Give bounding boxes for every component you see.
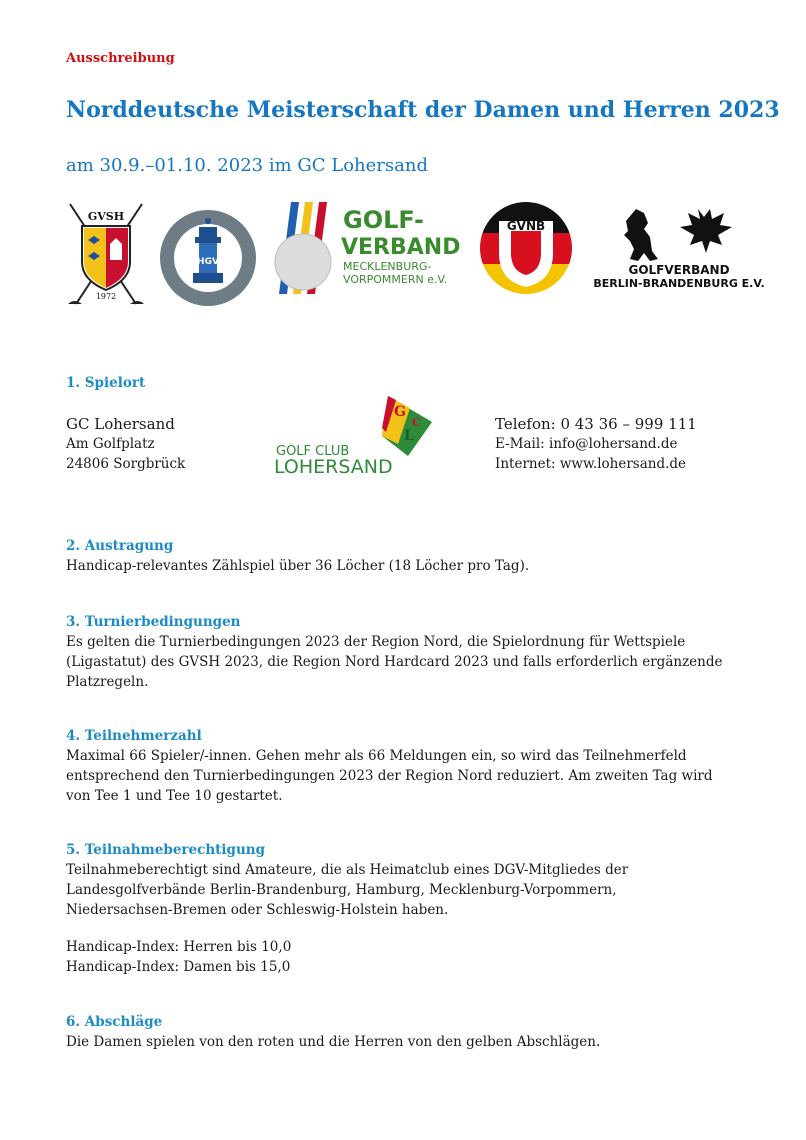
document-kicker: Ausschreibung (66, 51, 175, 66)
spacer (66, 920, 746, 937)
mv-golfverband-logo (273, 200, 473, 296)
section-line: entsprechend den Turnierbedingungen 2023 der Region Nord reduziert. Am zweiten Tag wird (66, 768, 713, 784)
section-line: Platzregeln. (66, 674, 149, 690)
section-line: von Tee 1 und Tee 10 gestartet. (66, 788, 283, 804)
lohersand-mono-l: L (404, 428, 414, 444)
club-web: Internet: www.lohersand.de (495, 456, 687, 472)
section-austragung (66, 537, 746, 576)
section-line: (Ligastatut) des GVSH 2023, die Region Nord Hardcard 2023 und falls erforderlich ergänzende (66, 654, 723, 670)
berlin-brandenburg-logo (586, 203, 772, 293)
lohersand-logo-line1: GOLF CLUB (276, 444, 350, 459)
section-heading: 5. Teilnahmeberechtigung (66, 842, 266, 858)
document-subtitle: am 30.9.–01.10. 2023 im GC Lohersand (66, 155, 428, 176)
golf-club-lohersand-logo (270, 392, 438, 478)
club-address (66, 414, 185, 474)
mv-logo-line3: MECKLENBURG- (343, 260, 432, 273)
bb-logo-line2: BERLIN-BRANDENBURG E.V. (593, 277, 765, 290)
section-heading: 1. Spielort (66, 375, 146, 391)
club-email: E-Mail: info@lohersand.de (495, 436, 678, 452)
mv-logo-line2: VERBAND (341, 235, 461, 260)
section-spielort (66, 374, 746, 393)
mv-logo-line4: VORPOMMERN e.V. (343, 273, 448, 286)
bb-logo-line1: GOLFVERBAND (628, 263, 730, 277)
section-heading: 2. Austragung (66, 538, 174, 554)
hcp-women: Handicap-Index: Damen bis 15,0 (66, 959, 291, 975)
hgv-logo-mono: HGV (197, 257, 219, 267)
section-heading: 6. Abschläge (66, 1014, 163, 1030)
section-teilnahmeberechtigung (66, 841, 746, 977)
hcp-men: Handicap-Index: Herren bis 10,0 (66, 939, 292, 955)
gvsh-logo-year: 1972 (95, 292, 117, 301)
lohersand-mono-g: G (394, 404, 406, 420)
gvnb-logo-text: GVNB (506, 219, 546, 233)
gvsh-logo (64, 200, 148, 308)
section-line: Landesgolfverbände Berlin-Brandenburg, Hamburg, Mecklenburg-Vorpommern, (66, 882, 617, 898)
section-abschlaege (66, 1013, 746, 1052)
section-line: Niedersachsen-Bremen oder Schleswig-Holstein haben. (66, 902, 449, 918)
club-street: Am Golfplatz (66, 436, 155, 452)
section-text: Handicap-relevantes Zählspiel über 36 Löcher (18 Löcher pro Tag). (66, 558, 530, 574)
section-line: Maximal 66 Spieler/-innen. Gehen mehr als 66 Meldungen ein, so wird das Teilnehmerfeld (66, 748, 687, 764)
document-title: Norddeutsche Meisterschaft der Damen und Herren 2023 (66, 97, 780, 123)
section-heading: 4. Teilnehmerzahl (66, 728, 202, 744)
club-city: 24806 Sorgbrück (66, 456, 186, 472)
lohersand-logo-line2: LOHERSAND (274, 456, 393, 478)
gvnb-logo (479, 201, 573, 295)
lohersand-mono-c: C (412, 416, 421, 429)
section-heading: 3. Turnierbedingungen (66, 614, 241, 630)
hgv-logo (159, 207, 257, 309)
club-name: GC Lohersand (66, 415, 175, 433)
gvsh-logo-text: GVSH (87, 210, 125, 223)
club-contact (495, 414, 697, 474)
section-text: Die Damen spielen von den roten und die Herren von den gelben Abschlägen. (66, 1034, 601, 1050)
mv-logo-line1: GOLF- (343, 206, 425, 234)
club-phone: Telefon: 0 43 36 – 999 111 (495, 415, 697, 433)
section-turnierbedingungen (66, 613, 746, 692)
section-line: Teilnahmeberechtigt sind Amateure, die als Heimatclub eines DGV-Mitgliedes der (66, 862, 629, 878)
section-teilnehmerzahl (66, 727, 746, 806)
section-line: Es gelten die Turnierbedingungen 2023 der Region Nord, die Spielordnung für Wettspiele (66, 634, 686, 650)
